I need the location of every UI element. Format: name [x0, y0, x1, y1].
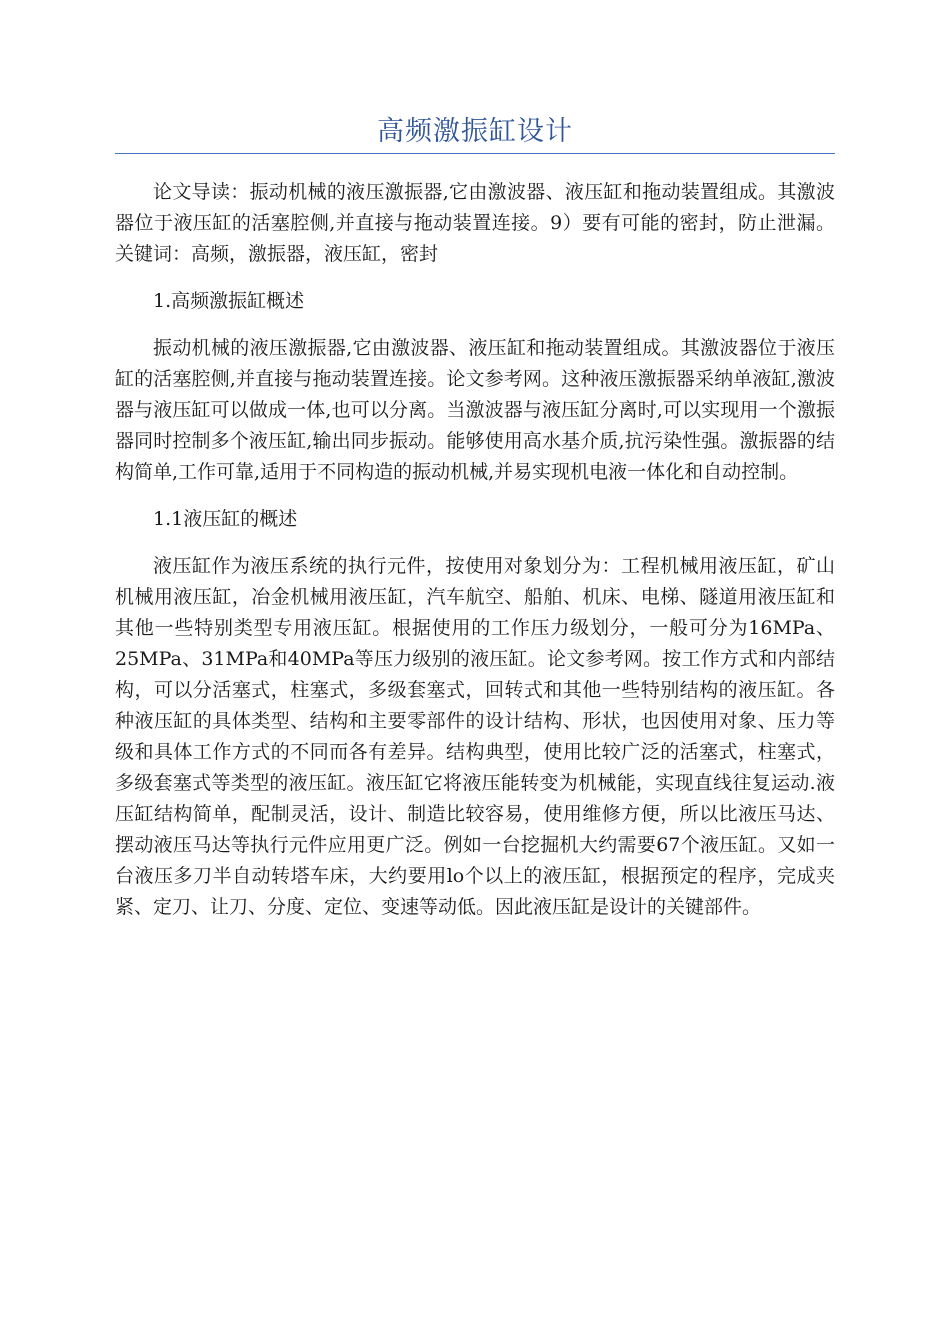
section-1-1-paragraph: 液压缸作为液压系统的执行元件，按使用对象划分为：工程机械用液压缸，矿山机械用液压缸，冶金机械用液压缸，汽车航空、船舶、机床、电梯、隧道用液压缸和其他一些特别类型专用液压缸。根据使用的工作压力级划分，一般可分为16MPa、25MPa、31MPa和40MPa等压力级别的液压缸。论文参考网。按工作方式和内部结构，可以分活塞式，柱塞式，多级套塞式，回转式和其他一些特别结构的液压缸。各种液压缸的具体类型、结构和主要零部件的设计结构、形状，也因使用对象、压力等级和具体工作方式的不同而各有差异。结构典型，使用比较广泛的活塞式，柱塞式，多级套塞式等类型的液压缸。液压缸它将液压能转变为机械能，实现直线往复运动.液压缸结构简单，配制灵活，设计、制造比较容易，使用维修方便，所以比液压马达、摆动液压马达等执行元件应用更广泛。例如一台挖掘机大约需要67个液压缸。又如一台液压多刀半自动转塔车床，大约要用lo个以上的液压缸，根据预定的程序，完成夹紧、定刀、让刀、分度、定位、变速等动低。因此液压缸是设计的关键部件。 — [115, 555, 835, 918]
section-1-paragraph: 振动机械的液压激振器,它由激波器、液压缸和拖动装置组成。其激波器位于液压缸的活塞腔侧,并直接与拖动装置连接。论文参考网。这种液压激振器采纳单液缸,激波器与液压缸可以做成一体,也可以分离。当激波器与液压缸分离时,可以实现用一个激振器同时控制多个液压缸,输出同步振动。能够使用高水基介质,抗污染性强。激振器的结构简单,工作可靠,适用于不同构造的振动机械,并易实现机电液一体化和自动控制。 — [115, 337, 835, 483]
title-underline — [115, 153, 835, 154]
abstract-paragraph: 论文导读：振动机械的液压激振器,它由激波器、液压缸和拖动装置组成。其激波器位于液压缸的活塞腔侧,并直接与拖动装置连接。9）要有可能的密封，防止泄漏。关键词：高频，激振器，液压缸，密封 — [115, 181, 835, 265]
section-heading-1-1: 1.1液压缸的概述 — [153, 508, 298, 530]
document-body — [115, 177, 835, 939]
document-title: 高频激振缸设计 — [377, 116, 573, 147]
section-heading-1: 1.高频激振缸概述 — [153, 290, 305, 312]
